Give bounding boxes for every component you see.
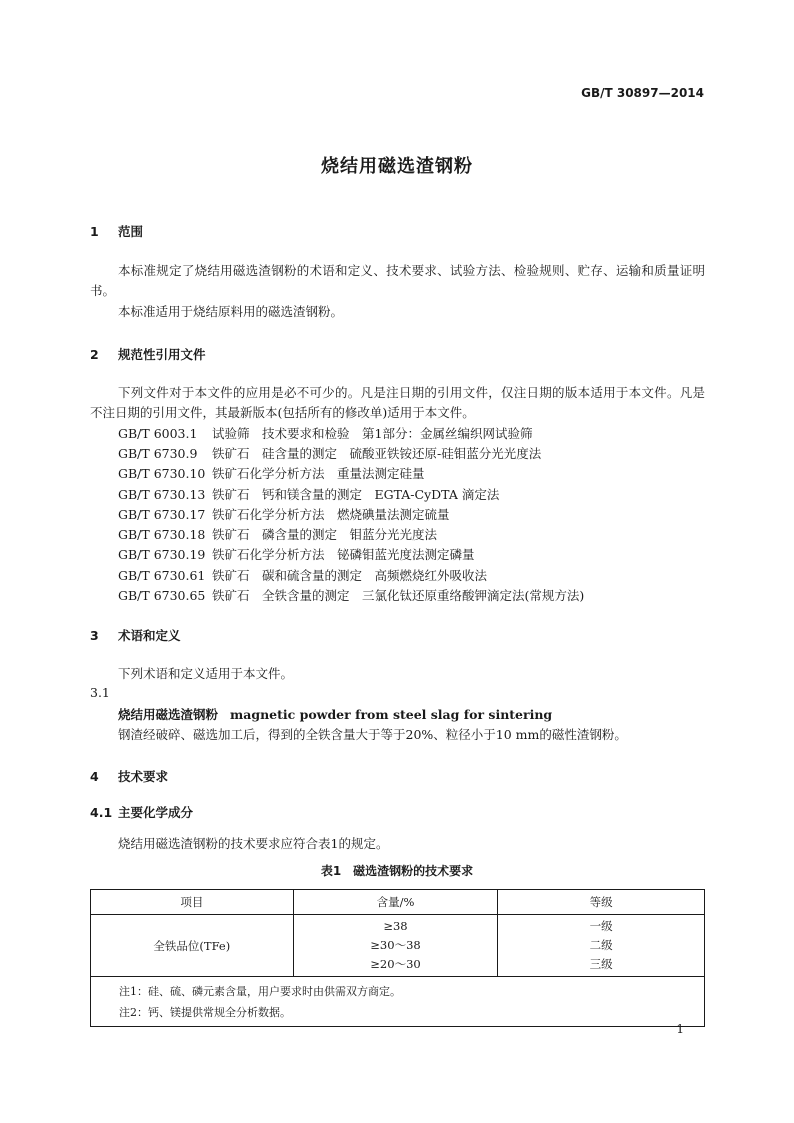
standard-number: GB/T 30897—2014	[581, 86, 704, 100]
section-number: 1	[90, 224, 99, 239]
table-header-row	[91, 890, 705, 915]
header-content: 含量/%	[293, 890, 498, 915]
table-note: 注2：钙、镁提供常规全分析数据。	[119, 1006, 291, 1019]
content-value: ≥30～38	[370, 938, 421, 952]
reference-item	[118, 586, 584, 604]
reference-title: 铁矿石化学分析方法 铋磷钼蓝光度法测定磷量	[212, 547, 475, 562]
table-row	[91, 915, 705, 977]
reference-title: 铁矿石 磷含量的测定 钼蓝分光光度法	[212, 527, 438, 542]
reference-item	[118, 566, 487, 584]
reference-title: 铁矿石 碳和硫含量的测定 高频燃烧红外吸收法	[212, 568, 488, 583]
table-notes-row	[91, 977, 705, 1027]
reference-title: 试验筛 技术要求和检验 第1部分：金属丝编织网试验筛	[212, 426, 533, 441]
section-number: 4	[90, 769, 99, 784]
subsection-4-1-heading	[90, 803, 193, 821]
content-cell	[293, 915, 498, 977]
section-4-heading	[90, 767, 168, 785]
reference-item	[118, 444, 541, 462]
requirements-table	[90, 889, 705, 1027]
reference-title: 铁矿石化学分析方法 燃烧碘量法测定硫量	[212, 507, 450, 522]
reference-item	[118, 424, 532, 442]
section-title: 术语和定义	[118, 628, 181, 643]
document-title: 烧结用磁选渣钢粉	[321, 156, 473, 177]
reference-item	[118, 505, 450, 523]
term-number: 3.1	[90, 685, 110, 700]
grade-value: 三级	[589, 957, 613, 971]
subsection-number: 4.1	[90, 805, 113, 820]
reference-item	[118, 464, 425, 482]
table-note: 注1：硅、硫、磷元素含量，用户要求时由供需双方商定。	[119, 985, 401, 998]
content-value: ≥38	[383, 919, 408, 933]
section-2-heading	[90, 345, 206, 363]
reference-title: 铁矿石 硅含量的测定 硫酸亚铁铵还原-硅钼蓝分光光度法	[212, 446, 542, 461]
reference-code: GB/T 6730.17	[118, 507, 206, 522]
term-entry	[118, 705, 552, 723]
scope-paragraph: 本标准规定了烧结用磁选渣钢粉的术语和定义、技术要求、试验方法、检验规则、贮存、运输和质量证明书。	[90, 263, 705, 298]
reference-title: 铁矿石化学分析方法 重量法测定硅量	[212, 466, 425, 481]
reference-title: 铁矿石 钙和镁含量的测定 EGTA-CyDTA 滴定法	[212, 487, 500, 502]
content-value: ≥20～30	[370, 957, 421, 971]
terms-intro: 下列术语和定义适用于本文件。	[118, 666, 294, 681]
section-number: 3	[90, 628, 99, 643]
grade-value: 二级	[589, 938, 613, 952]
notes-cell	[91, 977, 705, 1027]
item-cell: 全铁品位(TFe)	[91, 915, 294, 977]
reference-code: GB/T 6730.19	[118, 547, 206, 562]
reference-code: GB/T 6730.9	[118, 446, 198, 461]
grade-cell	[498, 915, 705, 977]
section-number: 2	[90, 347, 99, 362]
reference-code: GB/T 6730.13	[118, 487, 206, 502]
section-title: 范围	[118, 224, 144, 239]
scope-applicability: 本标准适用于烧结原料用的磁选渣钢粉。	[118, 304, 344, 319]
term-chinese: 烧结用磁选渣钢粉	[118, 707, 219, 722]
reference-item	[118, 545, 475, 563]
section-title: 技术要求	[118, 769, 169, 784]
header-grade: 等级	[498, 890, 705, 915]
reference-code: GB/T 6003.1	[118, 426, 198, 441]
table-caption: 表1 磁选渣钢粉的技术要求	[320, 864, 474, 878]
term-english: magnetic powder from steel slag for sintering	[230, 707, 553, 722]
references-intro: 下列文件对于本文件的应用是必不可少的。凡是注日期的引用文件，仅注日期的版本适用于本文件。凡是不注日期的引用文件，其最新版本(包括所有的修改单)适用于本文件。	[90, 385, 705, 420]
subsection-title: 主要化学成分	[118, 805, 194, 820]
reference-item	[118, 525, 437, 543]
reference-code: GB/T 6730.65	[118, 588, 206, 603]
section-title: 规范性引用文件	[118, 347, 206, 362]
page-number: 1	[676, 1022, 684, 1036]
reference-item	[118, 485, 499, 503]
requirements-text: 烧结用磁选渣钢粉的技术要求应符合表1的规定。	[118, 836, 389, 851]
header-item: 项目	[91, 890, 294, 915]
reference-code: GB/T 6730.10	[118, 466, 206, 481]
section-3-heading	[90, 626, 181, 644]
section-1-heading	[90, 222, 143, 240]
grade-value: 一级	[589, 919, 613, 933]
reference-code: GB/T 6730.61	[118, 568, 206, 583]
reference-code: GB/T 6730.18	[118, 527, 206, 542]
reference-title: 铁矿石 全铁含量的测定 三氯化钛还原重络酸钾滴定法(常规方法)	[212, 588, 585, 603]
term-definition: 钢渣经破碎、磁选加工后，得到的全铁含量大于等于20%、粒径小于10 mm的磁性渣钢粉。	[118, 727, 627, 742]
